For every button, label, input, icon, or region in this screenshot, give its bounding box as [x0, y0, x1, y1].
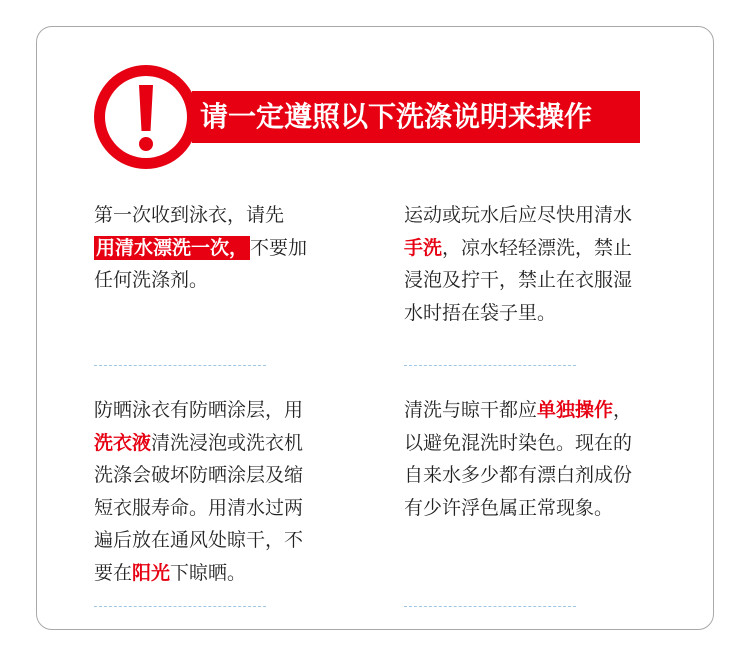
body-text: 要在: [94, 561, 133, 584]
section-after-exercise: [404, 199, 632, 329]
text-line: [94, 199, 307, 232]
body-text: 清洗与晾干都应: [404, 399, 538, 421]
body-text: 任何洗涤剂。: [94, 269, 209, 291]
text-line: [404, 492, 632, 525]
highlight-red-text: 单独操作: [537, 399, 614, 421]
body-text: 水时捂在袋子里。: [404, 301, 557, 324]
body-text: 以避免混洗时染色。现在的: [404, 431, 633, 454]
body-text: 自来水多少都有漂白剂成份: [404, 464, 633, 486]
section-sunscreen-coating: [94, 394, 303, 589]
text-line: [94, 459, 303, 492]
body-text: 遍后放在通风处晾干，不: [94, 529, 304, 551]
text-line: [94, 394, 303, 427]
title-banner: [192, 91, 640, 143]
text-line: [94, 264, 307, 297]
section-first-wash: [94, 199, 307, 297]
text-line: [404, 459, 632, 492]
body-text: 不要加: [250, 236, 308, 259]
text-line: [94, 427, 303, 460]
exclamation-circle-icon: [92, 63, 200, 171]
divider: [404, 365, 576, 366]
body-text: 运动或玩水后应尽快用清水: [404, 204, 633, 226]
text-line: [404, 297, 632, 330]
highlight-red-text: 手洗: [404, 236, 443, 259]
body-text: ，凉水轻轻漂洗，禁止: [442, 236, 633, 259]
text-line: [404, 264, 632, 297]
text-line: [94, 557, 303, 590]
divider: [94, 606, 266, 607]
divider: [404, 606, 576, 607]
highlight-red-text: 阳光: [132, 561, 171, 584]
text-line: [404, 394, 632, 427]
banner-title: 请一定遵照以下洗涤说明来操作: [200, 100, 593, 133]
text-line: [94, 492, 303, 525]
highlight-box-text: 用清水漂洗一次，: [96, 236, 249, 259]
body-text: ，: [613, 399, 633, 421]
text-line: [94, 524, 303, 557]
divider: [94, 365, 266, 366]
text-line: [404, 232, 632, 265]
text-line: [94, 232, 307, 265]
highlight-red-text: 洗衣液: [94, 431, 152, 454]
body-text: 第一次收到泳衣，请先: [94, 204, 285, 226]
body-text: 清洗浸泡或洗衣机: [151, 431, 304, 454]
body-text: 浸泡及拧干，禁止在衣服湿: [404, 269, 633, 291]
body-text: 防晒泳衣有防晒涂层，用: [94, 399, 304, 421]
body-text: 短衣服寿命。用清水过两: [94, 496, 304, 519]
body-text: 有少许浮色属正常现象。: [404, 496, 614, 519]
section-separate-wash: [404, 394, 632, 524]
text-line: [404, 199, 632, 232]
body-text: 下晾晒。: [170, 561, 247, 584]
text-line: [404, 427, 632, 460]
body-text: 洗涤会破坏防晒涂层及缩: [94, 464, 304, 486]
